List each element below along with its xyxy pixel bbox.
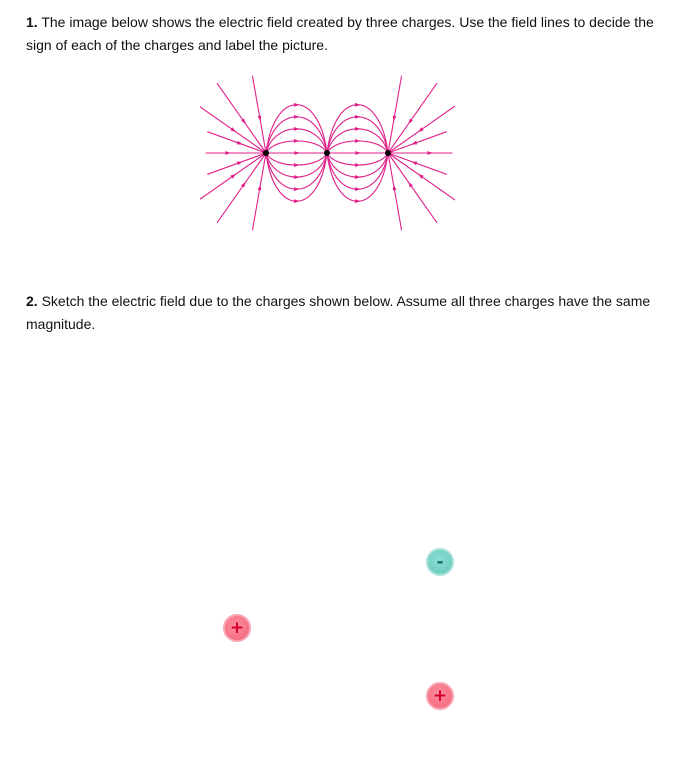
field-arrow: [355, 139, 361, 143]
field-arrow: [230, 174, 236, 179]
field-arrow: [355, 199, 361, 203]
field-line-ray: [200, 153, 266, 204]
field-arrow: [294, 187, 300, 191]
question-1-number: 1.: [26, 14, 38, 30]
field-line-ray: [388, 132, 446, 153]
field-arrow: [294, 115, 300, 119]
field-line-ray: [200, 103, 266, 154]
positive-charge-bottom-right: [426, 682, 454, 710]
field-line-ray: [388, 76, 402, 153]
field-arrow: [294, 175, 300, 179]
field-arrow: [294, 139, 300, 143]
field-arrow: [355, 103, 361, 107]
field-arrow: [355, 115, 361, 119]
positive-charge-left-sign: +: [229, 617, 245, 638]
field-arrow: [355, 151, 361, 155]
field-line-loop: [266, 141, 327, 153]
electric-field-figure: [200, 74, 455, 234]
question-1: [26, 11, 666, 57]
field-arrow: [225, 151, 231, 155]
field-arrow: [294, 127, 300, 131]
positive-charge-left: [223, 614, 251, 642]
field-arrow: [427, 151, 433, 155]
field-arrow: [355, 163, 361, 167]
field-arrow: [418, 127, 424, 132]
negative-charge: [426, 548, 454, 576]
field-arrow: [411, 141, 417, 145]
field-line-ray: [388, 153, 446, 174]
question-1-text: The image below shows the electric field created by three charges. Use the field lines to decide the sign of each of the charges and label the picture.: [26, 14, 654, 53]
field-line-ray: [208, 132, 266, 153]
field-arrow: [230, 127, 236, 132]
field-line-ray: [208, 153, 266, 174]
negative-charge-sign: -: [436, 551, 444, 572]
field-charge-dot-3: [385, 150, 391, 156]
field-arrow: [294, 199, 300, 203]
field-line-loop: [327, 141, 388, 153]
positive-charge-bottom-right-sign: +: [432, 685, 448, 706]
field-arrow: [355, 127, 361, 131]
field-arrow: [237, 161, 243, 165]
field-charge-dot-1: [263, 150, 269, 156]
field-charge-dot-2: [324, 150, 330, 156]
question-2-text: Sketch the electric field due to the charges shown below. Assume all three charges have the same magnitude.: [26, 293, 651, 332]
field-arrow: [237, 141, 243, 145]
field-line-ray: [253, 76, 267, 153]
field-line-loop: [327, 153, 388, 165]
field-arrow: [418, 174, 424, 179]
field-line-ray: [388, 153, 402, 230]
field-arrow: [355, 187, 361, 191]
field-arrow: [355, 175, 361, 179]
field-arrow: [294, 103, 300, 107]
field-arrow: [294, 151, 300, 155]
field-arrow: [294, 163, 300, 167]
question-2: [26, 290, 666, 336]
field-line-ray: [253, 153, 267, 230]
field-line-loop: [266, 153, 327, 165]
question-2-number: 2.: [26, 293, 38, 309]
field-arrow: [411, 161, 417, 165]
